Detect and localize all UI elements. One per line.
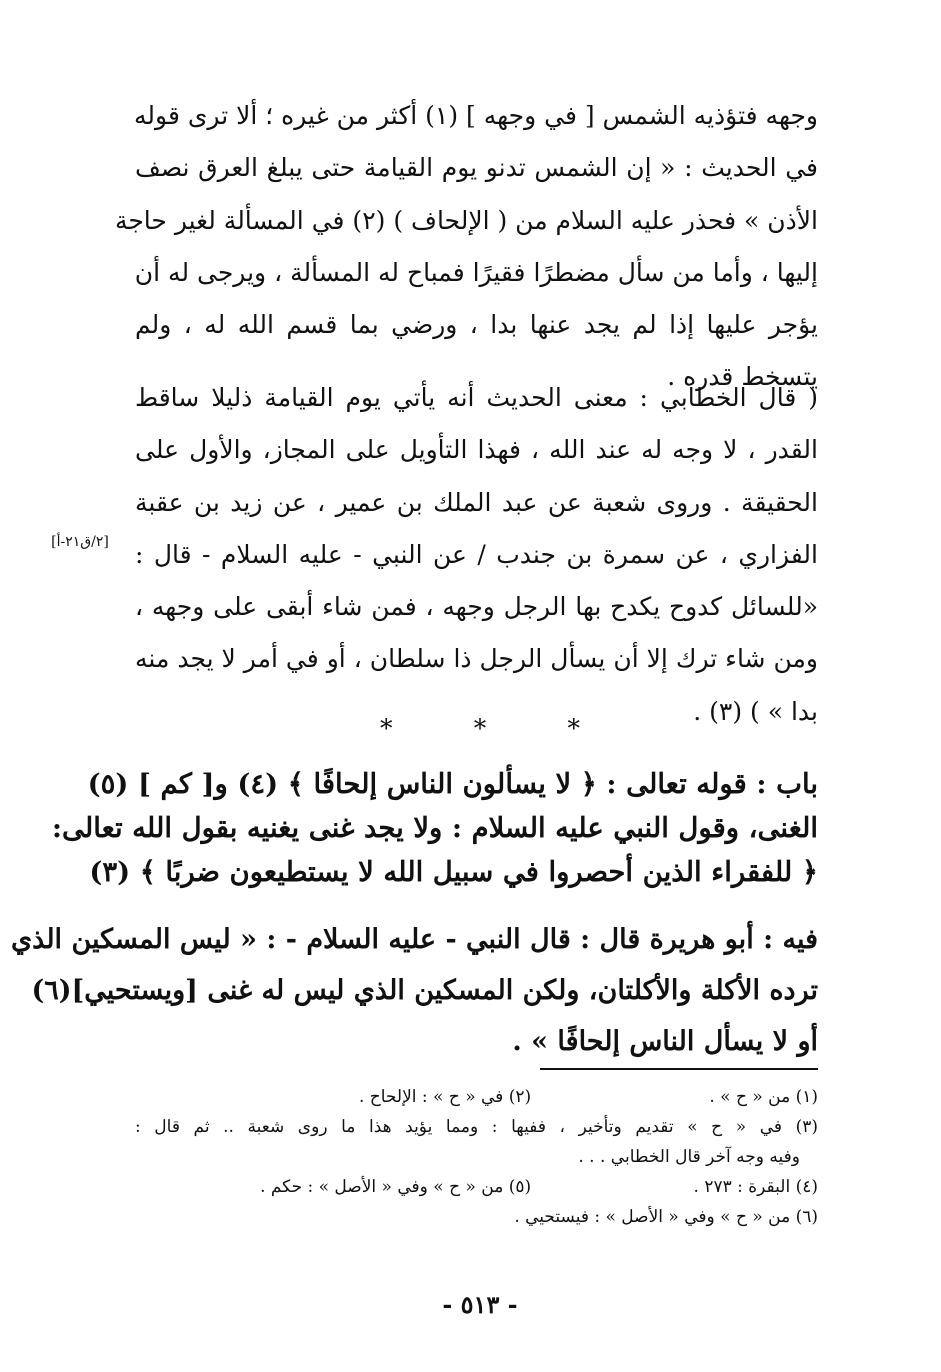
paragraph-line: إليها ، وأما من سأل مضطرًا فقيرًا فمباح له المسألة ، ويرجى له أن (134, 257, 818, 287)
footnote-6: (٦) من « ح » وفي « الأصل » : فيستحيي . (514, 1207, 818, 1227)
page-number: - ٥١٣ - (442, 1290, 518, 1319)
footnote-row (135, 1172, 818, 1202)
paragraph-2 (135, 372, 818, 738)
footnote-4: (٤) البقرة : ٢٧٣ . (693, 1177, 818, 1197)
heading-line: باب : قوله تعالى : ﴿ لا يسألون الناس إلحافًا ﴾ (٤) و[ كم ] (٥) (87, 768, 818, 800)
paragraph-1 (114, 90, 818, 404)
star-ornament: * (473, 714, 487, 743)
paragraph-line: في الحديث : « إن الشمس تدنو يوم القيامة حتى يبلغ العرق نصف (135, 153, 818, 183)
paragraph-line: يؤجر عليها إذا لم يجد عنها بدا ، ورضي بما قسم الله له ، ولم (135, 310, 818, 340)
footnote-1: (١) من « ح » . (709, 1087, 818, 1107)
footnote-3: (٣) في « ح » تقديم وتأخير ، ففيها : ومما يؤيد هذا ما روى شعبة .. ثم قال : (135, 1117, 818, 1137)
hadith-line: أو لا يسأل الناس إلحافًا » . (512, 1026, 818, 1057)
hadith-text (11, 914, 818, 1067)
footnote-separator-rule (540, 1068, 818, 1070)
chapter-heading (51, 762, 818, 894)
paragraph-line: الحقيقة . وروى شعبة عن عبد الملك بن عمير ، عن زيد بن عقبة (135, 487, 818, 517)
manuscript-folio-marker: [٢/ق٢١-أ] (51, 534, 109, 550)
paragraph-line: يتسخط قدره . (667, 362, 818, 392)
footnote-5: (٥) من « ح » وفي « الأصل » : حكم . (260, 1177, 532, 1197)
paragraph-line: بدا » ) (٣) . (693, 696, 818, 726)
heading-line: ﴿ للفقراء الذين أحصروا في سبيل الله لا يستطيعون ضربًا ﴾ (٣) (89, 856, 818, 888)
paragraph-line: وجهه فتؤذيه الشمس [ في وجهه ] (١) أكثر من غيره ؛ ألا ترى قوله (134, 101, 818, 130)
footnote-2: (٢) في « ح » : الإلحاح . (358, 1087, 532, 1107)
footnote-row (135, 1082, 818, 1112)
paragraph-line: ( قال الخطابي : معنى الحديث أنه يأتي يوم القيامة ذليلا ساقط (135, 383, 818, 412)
section-divider-stars (380, 714, 580, 744)
paragraph-line: الفزاري ، عن سمرة بن جندب / عن النبي - عليه السلام - قال : (135, 539, 818, 569)
paragraph-line: «للسائل كدوح يكدح بها الرجل وجهه ، فمن شاء أبقى على وجهه ، (135, 592, 818, 622)
star-ornament: * (380, 714, 393, 743)
heading-line: الغنى، وقول النبي عليه السلام : ولا يجد غنى يغنيه بقول الله تعالى: (51, 812, 818, 844)
paragraph-line: الأذن » فحذر عليه السلام من ( الإلحاف ) (٢) في المسألة لغير حاجة (114, 205, 818, 235)
hadith-line: فيه : أبو هريرة قال : قال النبي - عليه السلام - : « ليس المسكين الذي (11, 924, 818, 955)
hadith-line: ترده الأكلة والأكلتان، ولكن المسكين الذي ليس له غنى [ويستحيي](٦) (31, 975, 818, 1006)
paragraph-line: ومن شاء ترك إلا أن يسأل الرجل ذا سلطان ، أو في أمر لا يجد منه (135, 644, 818, 674)
footnote-3-continued: وفيه وجه آخر قال الخطابي . . . (578, 1147, 800, 1167)
paragraph-line: القدر ، لا وجه له عند الله ، فهذا التأويل على المجاز، والأول على (135, 435, 818, 465)
footnotes (135, 1082, 818, 1232)
star-ornament: * (567, 714, 580, 743)
